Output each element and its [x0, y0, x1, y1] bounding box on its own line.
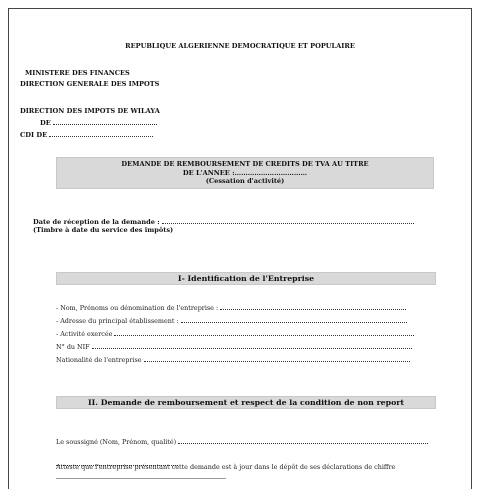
- attestation-text: Atteste que l'entreprise présentant cette demande est à jour dans le dépôt de ses déclarations de chiffre: [56, 463, 396, 471]
- field-activity: [56, 329, 414, 338]
- cdi-dotted-line: [49, 130, 153, 137]
- ministry-line: MINISTERE DES FINANCES: [25, 69, 130, 77]
- soussigne-dots: [178, 437, 428, 444]
- stamp-note: (Timbre à date du service des impôts): [33, 226, 174, 234]
- field-company-name: [56, 303, 406, 312]
- soussigne-field: [56, 437, 428, 446]
- field-activity-dots: [114, 329, 414, 336]
- field-activity-label: - Activité exercée: [56, 330, 113, 338]
- field-nationality-label: Nationalité de l'entreprise: [56, 356, 142, 364]
- reception-date-dots: [162, 217, 414, 224]
- dgi-line: DIRECTION GENERALE DES IMPOTS: [20, 80, 160, 88]
- field-nif-dots: [92, 342, 412, 349]
- cdi-field: [20, 130, 153, 139]
- title-box: [56, 157, 434, 189]
- field-company-name-label: - Nom, Prénoms ou dénomination de l'entreprise :: [56, 304, 219, 312]
- title-line-2: DE L'ANNEE :……………………………: [182, 168, 308, 177]
- field-nif-label: N° du NIF: [56, 343, 90, 351]
- de-dotted-line: [53, 118, 157, 125]
- field-nationality-dots: [144, 355, 410, 362]
- section-1-heading: I- Identification de l'Entreprise: [56, 272, 436, 285]
- title-line-1: DEMANDE DE REMBOURSEMENT DE CREDITS DE TVA AU TITRE: [121, 160, 369, 168]
- field-address-label: - Adresse du principal établissement :: [56, 317, 179, 325]
- reception-date-field: [33, 217, 414, 226]
- field-nationality: [56, 355, 410, 364]
- field-address-dots: [181, 316, 407, 323]
- section-2-heading: II. Demande de remboursement et respect de la condition de non report: [56, 396, 436, 409]
- de-field: [40, 118, 157, 127]
- field-company-name-dots: [220, 303, 406, 310]
- republic-heading: REPUBLIQUE ALGERIENNE DEMOCRATIQUE ET POPULAIRE: [125, 42, 355, 50]
- dwi-line: DIRECTION DES IMPOTS DE WILAYA: [20, 107, 160, 115]
- field-nif: [56, 342, 412, 351]
- title-line-3: (Cessation d'activité): [205, 177, 285, 185]
- reception-date-label: Date de réception de la demande :: [33, 218, 160, 226]
- cdi-label: CDI DE: [20, 131, 48, 139]
- de-label: DE: [40, 119, 51, 127]
- attestation-next-line: [56, 476, 236, 480]
- soussigne-label: Le soussigné (Nom, Prénom, qualité): [56, 438, 177, 446]
- field-address: [56, 316, 407, 325]
